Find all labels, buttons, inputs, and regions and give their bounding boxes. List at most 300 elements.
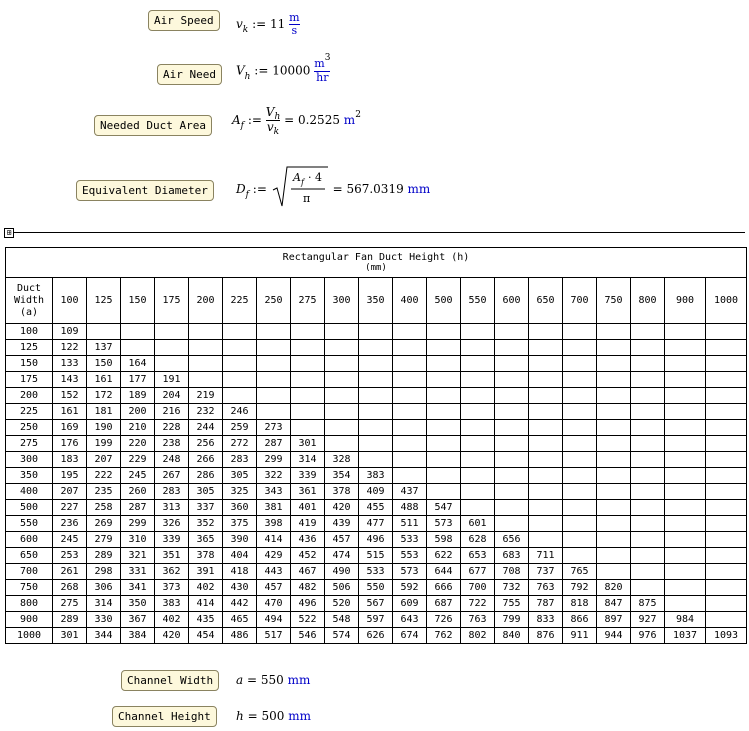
column-header: 275 bbox=[291, 278, 325, 324]
table-cell: 354 bbox=[325, 468, 359, 484]
table-cell bbox=[427, 356, 461, 372]
table-cell: 494 bbox=[257, 612, 291, 628]
table-cell: 597 bbox=[359, 612, 393, 628]
table-cell: 404 bbox=[223, 548, 257, 564]
table-cell bbox=[223, 340, 257, 356]
region-divider bbox=[14, 232, 745, 233]
table-cell bbox=[393, 452, 427, 468]
equals: = bbox=[247, 709, 258, 723]
table-cell bbox=[597, 420, 631, 436]
table-cell bbox=[495, 500, 529, 516]
table-cell: 275 bbox=[53, 596, 87, 612]
table-cell bbox=[325, 420, 359, 436]
table-cell: 470 bbox=[257, 596, 291, 612]
assign: := bbox=[247, 113, 262, 127]
table-cell bbox=[257, 324, 291, 340]
table-cell bbox=[597, 340, 631, 356]
table-cell: 326 bbox=[155, 516, 189, 532]
table-row bbox=[6, 628, 747, 644]
table-cell bbox=[393, 356, 427, 372]
table-cell: 644 bbox=[427, 564, 461, 580]
table-cell bbox=[665, 404, 706, 420]
table-cell: 506 bbox=[325, 580, 359, 596]
needed-duct-area-label[interactable]: Needed Duct Area bbox=[94, 115, 212, 136]
table-cell: 626 bbox=[359, 628, 393, 644]
table-cell: 287 bbox=[121, 500, 155, 516]
assign: := bbox=[252, 17, 267, 31]
table-cell bbox=[597, 388, 631, 404]
table-cell bbox=[291, 420, 325, 436]
row-header: 550 bbox=[6, 516, 53, 532]
table-cell: 220 bbox=[121, 436, 155, 452]
table-cell bbox=[393, 340, 427, 356]
table-cell: 653 bbox=[461, 548, 495, 564]
table-title-cell bbox=[6, 248, 747, 278]
table-cell bbox=[563, 340, 597, 356]
table-cell: 522 bbox=[291, 612, 325, 628]
table-cell: 283 bbox=[155, 484, 189, 500]
table-cell: 533 bbox=[393, 532, 427, 548]
table-cell bbox=[393, 372, 427, 388]
diameter-equation[interactable] bbox=[236, 166, 430, 210]
table-cell bbox=[631, 500, 665, 516]
table-cell: 260 bbox=[121, 484, 155, 500]
table-cell: 267 bbox=[155, 468, 189, 484]
table-cell: 378 bbox=[189, 548, 223, 564]
table-cell: 344 bbox=[87, 628, 121, 644]
table-cell bbox=[495, 484, 529, 500]
table-cell bbox=[495, 468, 529, 484]
table-cell: 286 bbox=[189, 468, 223, 484]
table-cell bbox=[665, 388, 706, 404]
unit-fraction: $\frac{m^3}{hr}$ bbox=[314, 53, 331, 84]
table-cell: 183 bbox=[53, 452, 87, 468]
table-cell bbox=[461, 420, 495, 436]
table-cell: 656 bbox=[495, 532, 529, 548]
column-header: 700 bbox=[563, 278, 597, 324]
column-header: 350 bbox=[359, 278, 393, 324]
table-cell: 133 bbox=[53, 356, 87, 372]
table-cell: 305 bbox=[223, 468, 257, 484]
assign: := bbox=[254, 63, 269, 78]
area-unit: m bbox=[343, 113, 356, 127]
table-cell: 384 bbox=[121, 628, 155, 644]
table-cell: 477 bbox=[359, 516, 393, 532]
row-header-line: Duct bbox=[16, 282, 42, 294]
table-cell bbox=[461, 340, 495, 356]
table-cell: 708 bbox=[495, 564, 529, 580]
table-cell bbox=[495, 324, 529, 340]
table-cell bbox=[427, 436, 461, 452]
table-row bbox=[6, 372, 747, 388]
row-header: 125 bbox=[6, 340, 53, 356]
table-cell: 245 bbox=[53, 532, 87, 548]
table-cell: 548 bbox=[325, 612, 359, 628]
table-cell bbox=[706, 356, 747, 372]
table-cell: 573 bbox=[393, 564, 427, 580]
region-expand-icon[interactable]: ⊞ bbox=[4, 228, 14, 238]
equals: = bbox=[246, 673, 258, 687]
table-cell: 109 bbox=[53, 324, 87, 340]
air-speed-equation[interactable] bbox=[236, 12, 300, 37]
var-sub: f bbox=[240, 121, 245, 131]
table-cell bbox=[631, 484, 665, 500]
table-cell bbox=[631, 436, 665, 452]
table-cell: 455 bbox=[359, 500, 393, 516]
table-cell bbox=[291, 356, 325, 372]
table-cell: 216 bbox=[155, 404, 189, 420]
table-cell: 984 bbox=[665, 612, 706, 628]
table-cell: 227 bbox=[53, 500, 87, 516]
table-row bbox=[6, 596, 747, 612]
table-cell bbox=[706, 580, 747, 596]
var: v bbox=[236, 17, 243, 31]
table-cell bbox=[631, 452, 665, 468]
table-cell: 482 bbox=[291, 580, 325, 596]
table-cell: 256 bbox=[189, 436, 223, 452]
table-cell: 496 bbox=[291, 596, 325, 612]
table-cell bbox=[665, 436, 706, 452]
table-cell: 268 bbox=[53, 580, 87, 596]
table-cell: 520 bbox=[325, 596, 359, 612]
table-cell: 238 bbox=[155, 436, 189, 452]
table-cell bbox=[257, 404, 291, 420]
table-cell bbox=[706, 340, 747, 356]
table-cell: 236 bbox=[53, 516, 87, 532]
row-header: 750 bbox=[6, 580, 53, 596]
table-cell: 722 bbox=[461, 596, 495, 612]
table-cell: 375 bbox=[223, 516, 257, 532]
table-cell: 143 bbox=[53, 372, 87, 388]
table-cell: 289 bbox=[87, 548, 121, 564]
table-cell: 122 bbox=[53, 340, 87, 356]
column-header: 550 bbox=[461, 278, 495, 324]
table-cell: 547 bbox=[427, 500, 461, 516]
table-cell bbox=[461, 388, 495, 404]
table-cell bbox=[155, 324, 189, 340]
table-cell bbox=[427, 420, 461, 436]
table-cell bbox=[665, 532, 706, 548]
table-cell: 553 bbox=[393, 548, 427, 564]
row-header: 200 bbox=[6, 388, 53, 404]
table-cell bbox=[291, 404, 325, 420]
table-row bbox=[6, 436, 747, 452]
table-cell: 911 bbox=[563, 628, 597, 644]
table-cell: 401 bbox=[291, 500, 325, 516]
table-cell bbox=[427, 484, 461, 500]
table-cell: 352 bbox=[189, 516, 223, 532]
table-cell bbox=[631, 324, 665, 340]
table-cell: 210 bbox=[121, 420, 155, 436]
table-cell: 430 bbox=[223, 580, 257, 596]
column-header: 125 bbox=[87, 278, 121, 324]
table-cell: 298 bbox=[87, 564, 121, 580]
table-cell bbox=[597, 484, 631, 500]
var: a bbox=[236, 673, 244, 687]
row-header: 900 bbox=[6, 612, 53, 628]
table-cell bbox=[529, 452, 563, 468]
row-header: 400 bbox=[6, 484, 53, 500]
area-result: 0.2525 bbox=[297, 113, 340, 127]
table-cell: 419 bbox=[291, 516, 325, 532]
table-cell: 367 bbox=[121, 612, 155, 628]
table-cell: 533 bbox=[359, 564, 393, 580]
table-cell bbox=[87, 324, 121, 340]
table-cell bbox=[706, 372, 747, 388]
table-cell: 190 bbox=[87, 420, 121, 436]
table-cell bbox=[563, 356, 597, 372]
table-row bbox=[6, 452, 747, 468]
table-cell: 305 bbox=[189, 484, 223, 500]
table-cell: 337 bbox=[189, 500, 223, 516]
var: h bbox=[236, 709, 244, 723]
table-cell bbox=[597, 404, 631, 420]
table-cell bbox=[461, 436, 495, 452]
table-cell: 325 bbox=[223, 484, 257, 500]
table-cell bbox=[325, 324, 359, 340]
table-cell bbox=[495, 340, 529, 356]
channel-width-value: 550 bbox=[260, 673, 284, 687]
table-cell bbox=[223, 324, 257, 340]
table-cell bbox=[359, 436, 393, 452]
table-cell: 279 bbox=[87, 532, 121, 548]
table-cell: 235 bbox=[87, 484, 121, 500]
row-header: 1000 bbox=[6, 628, 53, 644]
table-cell bbox=[665, 324, 706, 340]
column-header: 200 bbox=[189, 278, 223, 324]
table-cell: 418 bbox=[223, 564, 257, 580]
table-row bbox=[6, 532, 747, 548]
table-cell: 383 bbox=[359, 468, 393, 484]
table-cell bbox=[291, 324, 325, 340]
table-cell bbox=[359, 372, 393, 388]
table-cell: 313 bbox=[155, 500, 189, 516]
table-cell: 248 bbox=[155, 452, 189, 468]
table-cell: 228 bbox=[155, 420, 189, 436]
table-cell: 601 bbox=[461, 516, 495, 532]
table-cell: 457 bbox=[257, 580, 291, 596]
channel-width-equation[interactable] bbox=[236, 673, 310, 687]
channel-width-unit: mm bbox=[287, 673, 311, 687]
table-cell bbox=[223, 388, 257, 404]
table-cell: 818 bbox=[563, 596, 597, 612]
sqrt-radical-icon bbox=[271, 166, 329, 210]
table-cell: 755 bbox=[495, 596, 529, 612]
table-cell: 339 bbox=[155, 532, 189, 548]
radicand-var: A bbox=[292, 171, 301, 184]
diameter-unit: mm bbox=[407, 182, 431, 196]
table-cell bbox=[706, 404, 747, 420]
air-speed-label[interactable]: Air Speed bbox=[148, 10, 220, 31]
table-cell: 391 bbox=[189, 564, 223, 580]
table-cell: 199 bbox=[87, 436, 121, 452]
table-cell: 683 bbox=[495, 548, 529, 564]
table-cell bbox=[495, 452, 529, 468]
table-cell bbox=[597, 436, 631, 452]
table-cell: 442 bbox=[223, 596, 257, 612]
table-cell bbox=[257, 356, 291, 372]
table-cell bbox=[189, 356, 223, 372]
table-cell: 457 bbox=[325, 532, 359, 548]
table-cell bbox=[495, 404, 529, 420]
air-need-label[interactable]: Air Need bbox=[157, 64, 222, 85]
unit-exponent: 2 bbox=[355, 110, 361, 120]
table-cell: 944 bbox=[597, 628, 631, 644]
column-header: 225 bbox=[223, 278, 257, 324]
row-header: 350 bbox=[6, 468, 53, 484]
table-row bbox=[6, 404, 747, 420]
table-cell: 351 bbox=[155, 548, 189, 564]
table-cell bbox=[461, 356, 495, 372]
row-header: 650 bbox=[6, 548, 53, 564]
table-cell: 181 bbox=[87, 404, 121, 420]
table-cell bbox=[359, 340, 393, 356]
table-cell: 674 bbox=[393, 628, 427, 644]
table-cell: 161 bbox=[87, 372, 121, 388]
table-cell: 517 bbox=[257, 628, 291, 644]
table-cell: 169 bbox=[53, 420, 87, 436]
table-cell: 219 bbox=[189, 388, 223, 404]
table-row bbox=[6, 500, 747, 516]
table-cell bbox=[495, 516, 529, 532]
var-sub: k bbox=[242, 25, 249, 35]
table-cell: 628 bbox=[461, 532, 495, 548]
column-header: 300 bbox=[325, 278, 359, 324]
table-cell bbox=[325, 388, 359, 404]
table-cell bbox=[665, 340, 706, 356]
duct-size-table bbox=[5, 247, 747, 644]
table-cell: 546 bbox=[291, 628, 325, 644]
table-cell: 765 bbox=[563, 564, 597, 580]
table-row bbox=[6, 580, 747, 596]
table-row bbox=[6, 324, 747, 340]
table-cell bbox=[427, 404, 461, 420]
table-cell: 177 bbox=[121, 372, 155, 388]
table-cell bbox=[529, 532, 563, 548]
table-cell bbox=[563, 324, 597, 340]
table-cell: 330 bbox=[87, 612, 121, 628]
table-cell bbox=[563, 516, 597, 532]
table-title: Rectangular Fan Duct Height (h) bbox=[282, 251, 470, 263]
table-cell: 299 bbox=[121, 516, 155, 532]
channel-width-label[interactable]: Channel Width bbox=[121, 670, 219, 691]
table-cell: 875 bbox=[631, 596, 665, 612]
radicand-sub: f bbox=[300, 178, 304, 187]
table-cell bbox=[257, 372, 291, 388]
table-cell bbox=[529, 468, 563, 484]
table-cell: 200 bbox=[121, 404, 155, 420]
column-header: 600 bbox=[495, 278, 529, 324]
table-cell bbox=[495, 388, 529, 404]
table-cell: 833 bbox=[529, 612, 563, 628]
table-cell bbox=[529, 324, 563, 340]
area-fraction: $\frac{V_h}{v_k}$ bbox=[265, 105, 281, 137]
table-cell: 398 bbox=[257, 516, 291, 532]
column-header: 400 bbox=[393, 278, 427, 324]
table-title-unit: (mm) bbox=[365, 262, 387, 273]
table-cell bbox=[631, 356, 665, 372]
channel-height-label[interactable]: Channel Height bbox=[112, 706, 217, 727]
table-cell: 189 bbox=[121, 388, 155, 404]
table-cell bbox=[631, 340, 665, 356]
equivalent-diameter-label[interactable]: Equivalent Diameter bbox=[76, 180, 214, 201]
table-cell: 474 bbox=[325, 548, 359, 564]
table-row bbox=[6, 388, 747, 404]
table-cell bbox=[597, 372, 631, 388]
table-cell bbox=[665, 580, 706, 596]
table-cell: 137 bbox=[87, 340, 121, 356]
table-cell bbox=[393, 324, 427, 340]
duct-area-equation[interactable] bbox=[232, 106, 361, 135]
column-header: 1000 bbox=[706, 278, 747, 324]
table-cell bbox=[461, 372, 495, 388]
row-header: 225 bbox=[6, 404, 53, 420]
table-cell: 273 bbox=[257, 420, 291, 436]
table-cell bbox=[427, 468, 461, 484]
table-cell bbox=[631, 372, 665, 388]
table-cell: 301 bbox=[291, 436, 325, 452]
table-cell: 409 bbox=[359, 484, 393, 500]
table-cell bbox=[257, 388, 291, 404]
table-cell bbox=[665, 564, 706, 580]
column-header: 750 bbox=[597, 278, 631, 324]
table-cell: 573 bbox=[427, 516, 461, 532]
var-sub: h bbox=[244, 71, 251, 82]
table-cell: 172 bbox=[87, 388, 121, 404]
table-cell: 306 bbox=[87, 580, 121, 596]
table-cell bbox=[495, 420, 529, 436]
air-need-equation[interactable] bbox=[236, 53, 331, 84]
channel-height-equation[interactable] bbox=[236, 709, 311, 723]
table-cell bbox=[631, 532, 665, 548]
table-cell: 314 bbox=[291, 452, 325, 468]
table-cell: 598 bbox=[427, 532, 461, 548]
table-cell bbox=[359, 404, 393, 420]
table-cell: 373 bbox=[155, 580, 189, 596]
table-cell bbox=[155, 356, 189, 372]
table-cell: 737 bbox=[529, 564, 563, 580]
table-cell: 350 bbox=[121, 596, 155, 612]
table-cell: 258 bbox=[87, 500, 121, 516]
table-cell: 229 bbox=[121, 452, 155, 468]
table-cell bbox=[597, 324, 631, 340]
table-cell: 232 bbox=[189, 404, 223, 420]
row-header-line: (a) bbox=[19, 306, 39, 318]
table-cell bbox=[461, 452, 495, 468]
table-cell bbox=[257, 340, 291, 356]
table-cell bbox=[563, 388, 597, 404]
table-cell bbox=[359, 420, 393, 436]
table-row bbox=[6, 564, 747, 580]
row-header: 175 bbox=[6, 372, 53, 388]
table-row bbox=[6, 612, 747, 628]
table-cell: 1037 bbox=[665, 628, 706, 644]
table-cell bbox=[427, 340, 461, 356]
table-cell: 322 bbox=[257, 468, 291, 484]
unit-fraction: $\frac{m}{s}$ bbox=[289, 11, 300, 37]
table-cell: 299 bbox=[257, 452, 291, 468]
table-cell: 847 bbox=[597, 596, 631, 612]
table-cell bbox=[529, 484, 563, 500]
var-sub: f bbox=[245, 190, 249, 200]
assign: := bbox=[252, 182, 267, 196]
table-cell bbox=[495, 356, 529, 372]
row-header: 150 bbox=[6, 356, 53, 372]
table-cell: 687 bbox=[427, 596, 461, 612]
table-cell bbox=[529, 404, 563, 420]
table-cell bbox=[359, 324, 393, 340]
table-cell: 802 bbox=[461, 628, 495, 644]
